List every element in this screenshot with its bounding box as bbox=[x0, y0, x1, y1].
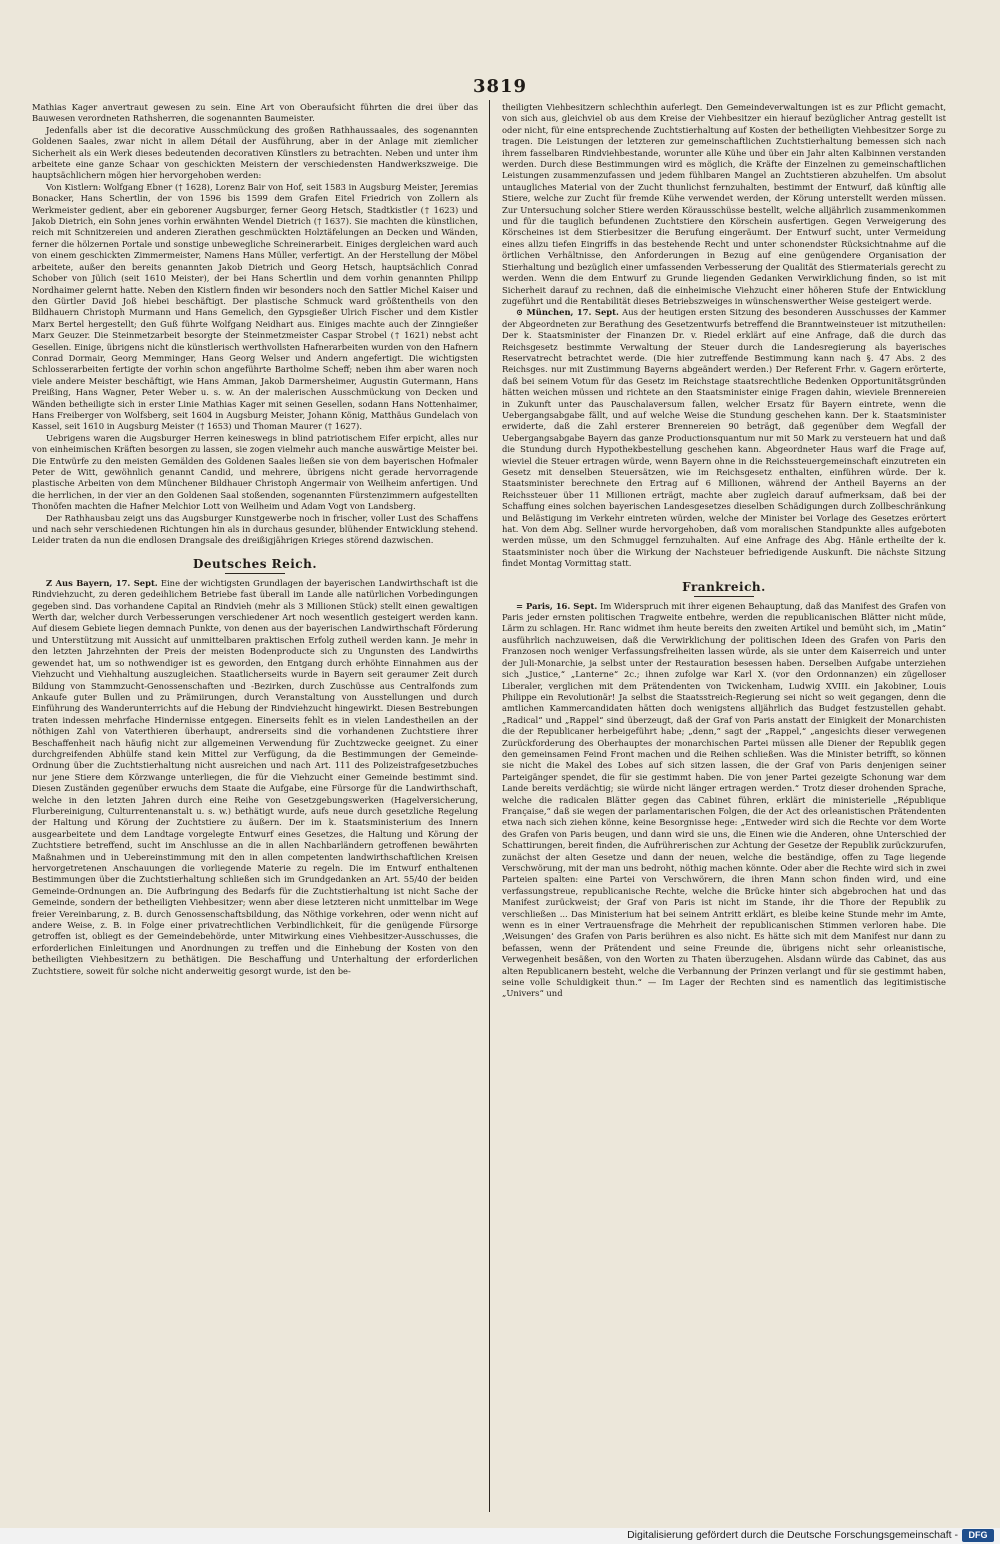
paragraph: theiligten Viehbesitzern schlechthin auferlegt. Den Gemeindeverwaltungen ist es zur Pflicht gemacht, von sich aus, gleichviel ob aus dem Kreise der Viehbesitzer ein hierauf bezüglicher Antrag gestellt ist oder nicht, für eine entsprechende Zuchtstierhaltung auf Kosten der betheiligten Viehbesitzer Sorge zu tragen. Die Leistungen der letzteren zur gemeinschaftlichen Zuchtstierhaltung bemessen sich nach ihrem fasselbaren Rindviehbestande, worunter alle Kühe und über ein Jahr alten Kalbinnen verstanden werden. Durch diese Bestimmungen wird es möglich, die Kräfte der Einzelnen zu gemeinschaftlichen Leistungen zusammenzufassen und jedem fühlbaren Mangel an Zuchtstieren abzuhelfen. Um absolut untaugliches Material von der Zucht thunlichst fernzuhalten, bestimmt der Entwurf, daß künftig alle Stiere, welche zur Zucht für fremde Kühe verwendet werden, der Körung unterstellt werden müssen. Zur Untersuchung solcher Stiere werden Körausschüsse bestellt, welche alljährlich zusammenkommen und für die tauglich befundenen Zuchtstiere den Körschein ausfertigen. Gegen Verweigerung des Körscheines ist dem Stierbesitzer die Berufung eingeräumt. Der Entwurf sucht, unter Vermeidung eines allzu tiefen Eingriffs in das bestehende Recht und unter schonendster Rücksichtnahme auf die örtlichen Verhältnisse, den Anforderungen in Bezug auf eine genügendere Organisation der Stierhaltung und bezüglich einer umfassenden Verbesserung der Qualität des Stiermaterials gerecht zu werden. Wenn die dem Entwurf zu Grunde liegenden Gedanken Verwirklichung finden, so ist mit Sicherheit darauf zu rechnen, daß die einheimische Viehzucht einer höheren Stufe der Entwicklung zugeführt und die Rentabilität dieses Betriebszweiges in wünschenswerther Weise gesteigert werde. bbox=[502, 102, 946, 306]
left-column bbox=[32, 102, 478, 1512]
right-column bbox=[502, 102, 946, 1512]
paragraph: Im Widerspruch mit ihrer eigenen Behauptung, daß das Manifest des Grafen von Paris jeder ernsten politischen Tragweite entbehre, werden die republicanischen Blätter nicht müde, Lärm zu schlagen. Hr. Ranc widmet ihm heute bereits den zweiten Artikel und bemüht sich, im „Matin“ ausführlich nachzuweisen, daß die Verwirklichung der politischen Ideen des Grafen von Paris den Franzosen noch weniger Verfassungsfreiheiten lassen würde, als sie unter dem Kaiserreich und unter der Juli-Monarchie, ja selbst unter der Restauration besessen haben. Derselben Aufgabe unterziehen sich „Justice,“ „Lanterne“ 2c.; ihnen zufolge war Karl X. (vor den Ordonnanzen) ein zügelloser Liberaler, verglichen mit dem Prätendenten von Twickenham, Ludwig XVIII. ein Jakobiner, Louis Philippe ein Revolutionär! Ja selbst die Staatsstreich-Regierung sei nicht so weit gegangen, denn die amtlichen Kammercandidaten hätten doch wenigstens alljährlich das Budget festzustellen gehabt. „Radical“ und „Rappel“ sind überzeugt, daß der Graf von Paris anstatt der Einigkeit der Monarchisten die der Republicaner herbeigeführt habe; „denn,“ sagt der „Rappel,“ „angesichts dieser verwegenen Zurückforderung des Oberhauptes der monarchischen Partei müssen alle Diener der Republik gegen den gemeinsamen Feind Front machen und die Reihen schließen. Was die Minister betrifft, so können sie nicht die Makel des Lobes auf sich sitzen lassen, die der Graf von Paris denjenigen seiner Parteigänger spendet, die für sie gestimmt haben. Die von jener Partei gezeigte Schonung war dem Lande bereits verdächtig; sie würde nicht länger ertragen werden.“ Trotz dieser drohenden Sprache, welche die radicalen Blätter gegen das Cabinet führen, erklärt die ministerielle „République Française,“ daß sie wegen der parlamentarischen Folgen, die der Act des orleanistischen Prätendenten etwa nach sich ziehen könne, keine Besorgnisse hege: „Entweder wird sich die Rechte vor dem Worte des Grafen von Paris beugen, und dann wird sie uns, die Einen wie die Anderen, ohne Unterschied der Schattirungen, bereit finden, die Aufrührerischen zur Achtung der Gesetze der Republik zurückzurufen, zunächst der alten Gesetze und dann der neuen, welche die beständige, offen zu Tage liegende Verschwörung, mit der man uns bedroht, nöthig machen könnte. Oder aber die Rechte wird sich in zwei Parteien spalten: eine Partei von Verschwörern, die ihren Mann schon finden wird, und eine verfassungstreue, republicanische Rechte, welche die Brücke hinter sich abgebrochen hat und das Manifest zurückweist; der Graf von Paris ist nicht im Stande, ihr die Thore der Republik zu verschließen ... Das Ministerium hat bei seinem Antritt erklärt, es bleibe keine Stunde mehr im Amte, wenn es in einer Vertrauensfrage die Mehrheit der republicanischen Stimmen verloren habe. Die ‚Weisungen‘ des Grafen von Paris berühren es also nicht. Es hätte sich mit dem Manifest nur dann zu befassen, wenn der Prätendent und seine Freunde die, übrigens nicht sehr orleanistische, Verwegenheit besäßen, von den Worten zu Thaten überzugehen. Alsdann würde das Cabinet, das aus alten Republicanern besteht, welche die Verbannung der Prinzen verlangt und für sie gestimmt haben, seine volle Schuldigkeit thun.“ — Im Lager der Rechten sind es namentlich das legitimistische „Univers“ und bbox=[502, 600, 946, 999]
dateline: ⊙ München, 17. Sept. bbox=[516, 307, 619, 318]
dfg-logo-icon: DFG bbox=[962, 1529, 994, 1542]
paragraph: Der Rathhausbau zeigt uns das Augsburger Kunstgewerbe noch in frischer, voller Lust des Schaffens und nach sehr verschiedenen Richtungen hin als in durchaus gesunder, blühender Entwicklung stehend. Leider traten da nun die endlosen Drangsale des dreißigjährigen Krieges störend dazwischen. bbox=[32, 512, 478, 546]
section-heading-text: Deutsches Reich. bbox=[192, 556, 318, 571]
paragraph: Aus der heutigen ersten Sitzung des besonderen Ausschusses der Kammer der Abgeordneten zur Berathung des Gesetzentwurfs betreffend die Branntweinsteuer ist mitzutheilen: Der k. Staatsminister der Finanzen Dr. v. Riedel erklärt auf eine Anfrage, daß die durch das Reichsgesetz bestimmte Verwaltung der Steuer durch die Landesregierung als bayerisches Reservatrecht betrachtet werde. (Die hier zutreffende Bestimmung kann nach §. 47 Abs. 2 des Reichsges. nur mit Zustimmung Bayerns abgeändert werden.) Der Referent Frhr. v. Gagern erörterte, daß bei seinem Votum für das Gesetz im Reichstage staatsrechtliche Bedenken Opportunitätsgründen hätten weichen müssen und richtete an den Staatsminister einige Fragen dahin, wieviele Brennereien in Zukunft unter das Pauschalaversum fallen, welcher Ersatz für Bayern eintrete, wenn die Uebergangsabgabe fällt, und auf welche Weise die Stundung geschehen kann. Der k. Staatsminister erwiderte, daß die Zahl ersterer Brennereien 90 beträgt, daß gegenüber dem Wegfall der Uebergangsabgabe Bayern das ganze Productionsquantum nur mit 50 Mark zu versteuern hat und daß die Stundung durch Hypothekbestellung geschehen kann. Abgeordneter Haus warf die Frage auf, wieviel die Steuer ertragen würde, wenn Bayern ohne in die Reichssteuergemeinschaft einzutreten ein Gesetz mit denselben Steuersätzen, wie im Reichsgesetz enthalten, einführen würde. Der k. Staatsminister berechnete den Ertrag auf 6 Millionen, während der Antheil Bayerns an der Reichssteuer über 11 Millionen erträgt, machte aber zugleich darauf aufmerksam, daß bei der Schaffung eines solchen bayerischen Landesgesetzes dieselben Schädigungen durch Zollbeschränkung und Belästigung im Verkehr eintreten würden, welche der Minister bei Vorlage des Gesetzes erörtert hat. Von dem Abg. Sellner wurde hervorgehoben, daß vom moralischen Standpunkte alles aufgeboten werden müsse, um den Schmuggel fernzuhalten. Auf eine Anfrage des Abg. Hänle ertheilte der k. Staatsminister noch über die Wirkung der Nachsteuer befriedigende Auskunft. Die nächste Sitzung findet Montag Vormittag statt. bbox=[502, 307, 946, 569]
paragraph: Jedenfalls aber ist die decorative Ausschmückung des großen Rathhaussaales, des sogenannten Goldenen Saales, zwar nicht in allem Détail der Ausführung, aber in der Anlage mit ziemlicher Sicherheit als ein Werk dieses bedeutenden decorativen Künstlers zu betrachten. Neben und unter ihm arbeitete eine ganze Schaar von geschickten Meistern der verschiedensten Handwerkszweige. Die hauptsächlichern mögen hier hervorgehoben werden: bbox=[32, 124, 478, 181]
paragraph: Eine der wichtigsten Grundlagen der bayerischen Landwirthschaft ist die Rindviehzucht, zu deren gedeihlichem Betriebe fast überall im Lande alle natürlichen Vorbedingungen gegeben sind. Das vorhandene Capital an Rindvieh (mehr als 3 Millionen Stück) stellt einen gewaltigen Werth dar, welcher durch Verbesserungen verschiedener Art noch wesentlich gesteigert werden kann. Auf diesem Gebiete liegen demnach Punkte, von denen aus der bayerischen Landwirthschaft Förderung und Unterstützung mit Aussicht auf unmittelbaren praktischen Erfolg zutheil werden kann. Je mehr in den letzten Jahrzehnten der Preis der meisten Bodenproducte sich zu Ungunsten des Landwirths gewendet hat, um so nothwendiger ist es geworden, den Entgang durch erhöhte Einnahmen aus der Viehzucht und Viehhaltung auszugleichen. Staatlicherseits wurde in Bayern seit geraumer Zeit durch Bildung von Stammzucht-Genossenschaften und -Bezirken, durch Zuschüsse aus Centralfonds zum Ankaufe guter Bullen und zu Prämiirungen, durch Veranstaltung von Ausstellungen und durch Einführung des Wanderunterrichts auf die Hebung der Rindviehzucht hingewirkt. Diesen Bestrebungen traten indessen mehrfache Hindernisse entgegen. Einerseits fehlt es in vielen Landestheilen an der nöthigen Zahl von Vaterthieren überhaupt, andrerseits sind die vorhandenen Zuchtstiere ihrer Beschaffenheit nach häufig nicht zur allgemeinen Verwendung für Zuchtzwecke geeignet. Zu einer durchgreifenden Abhülfe stand kein Mittel zur Verfügung, da die Bestimmungen der Gemeinde-Ordnung über die Zuchtstierhaltung nicht ausreichen und nach Art. 111 des Polizeistrafgesetzbuches nur jene Stiere dem Körzwange unterliegen, die für die Viehzucht einer Gemeinde bestimmt sind. Diesen Zuständen gegenüber erwuchs dem Staate die Aufgabe, eine Fürsorge für die Landwirthschaft, welche in den letzten Jahren durch eine Reihe von Gesetzgebungswerken (Hagelversicherung, Flurbereinigung, Culturrentenanstalt u. s. w.) bethätigt wurde, aufs neue durch gesetzliche Regelung der Haltung und Körung der Zuchtstiere zu äußern. Der im k. Staatsministerium des Innern ausgearbeitete und dem Landtage vorgelegte Entwurf eines Gesetzes, die Haltung und Körung der Zuchtstiere betreffend, sucht im Anschlusse an die in allen Nachbarländern getroffenen bewährten Maßnahmen und in Uebereinstimmung mit den in allen competenten landwirthschaftlichen Kreisen hervorgetretenen Anschauungen die vorliegende Materie zu regeln. Die im Entwurf enthaltenen Bestimmungen über die Zuchtstierhaltung schließen sich im Grundgedanken an Art. 55/40 der beiden Gemeinde-Ordnungen an. Die Aufbringung des Bedarfs für die Zuchtstierhaltung ist nicht Sache der Gemeinde, sondern der betheiligten Viehbesitzer; wenn aber diese letzteren nicht unmittelbar im Wege freier Vereinbarung, z. B. durch Genossenschaftsbildung, das Nöthige vorkehren, oder wenn nicht auf andere Weise, z. B. in Folge einer privatrechtlichen Verbindlichkeit, für die genügende Fürsorge getroffen ist, obliegt es der Gemeindebehörde, unter Mitwirkung eines Viehbesitzer-Ausschusses, die erforderlichen Einleitungen und Anordnungen zu treffen und die Einhebung der Kosten von den betheiligten Viehbesitzern zu bethätigen. Die Beschaffung und Unterhaltung der erforderlichen Zuchtstiere, soweit für solche nicht anderweitig gesorgt wurde, ist den be- bbox=[32, 577, 478, 976]
page-number: 3819 bbox=[472, 76, 528, 97]
dateline: Z Aus Bayern, 17. Sept. bbox=[46, 577, 158, 588]
heading-rule bbox=[225, 573, 285, 574]
section-heading-deutsches-reich bbox=[32, 555, 478, 574]
heading-rule bbox=[694, 596, 754, 597]
column-divider bbox=[489, 100, 490, 1512]
paragraph: Mathias Kager anvertraut gewesen zu sein. Eine Art von Oberaufsicht führten die drei über das Bauwesen verordneten Rathsherren, die sogenannten Baumeister. bbox=[32, 102, 478, 124]
dateline: = Paris, 16. Sept. bbox=[516, 600, 598, 611]
paragraph: Uebrigens waren die Augsburger Herren keineswegs in blind patriotischem Eifer erpicht, alles nur von einheimischen Kräften besorgen zu lassen, sie zogen vielmehr auch manche auswärtige Meister bei. Die Entwürfe zu den meisten Gemälden des Goldenen Saales ließen sie von dem bayerischen Hofmaler Peter de Witt, gewöhnlich genannt Candid, und mehrere, übrigens nicht gerade hervorragende plastische Arbeiten von dem Münchener Bildhauer Christoph Angermair von Weilheim anfertigen. Und die herrlichen, in der vier an den Goldenen Saal stoßenden, sogenannten Fürstenzimmern aufgestellten Thonöfen machten die Hafner Melchior Lott von Weilheim und Adam Vogt von Landsberg. bbox=[32, 432, 478, 512]
paragraph: Von Kistlern: Wolfgang Ebner († 1628), Lorenz Bair von Hof, seit 1583 in Augsburg Meister, Jeremias Bonacker, Hans Schertlin, der von 1596 bis 1599 dem Grafen Eitel Friedrich von Zollern als Werkmeister gedient, aber ein geborener Augsburger, ferner Georg Hetsch, Stadtkistler († 1623) und Jakob Dietrich, ein Sohn jenes vorhin erwähnten Wendel Dietrich († 1637). Sie machten die künstlichen, reich mit Schnitzereien und anderen Zierathen geschmückten Holztäfelungen an Decken und Wänden, ferner die hölzernen Portale und sonstige unbewegliche Schreinerarbeit. Einiges dergleichen ward auch von einem geschickten Zimmermeister, Namens Hans Müller, verfertigt. An der Herstellung der Möbel arbeitete, außer den bereits genannten Jakob Dietrich und Georg Hetsch, hauptsächlich Conrad Schober von Jülich (seit 1610 Meister), der bei Hans Schertlin und dem vorhin genannten Philipp Nordhaimer gelernt hatte. Neben den Kistlern finden wir besonders noch den Sattler Michel Kaiser und den Gürtler David Joß hiebei beschäftigt. Der plastische Schmuck ward größtentheils von den Bildhauern Christoph Murmann und Hans Gemelich, den Gypsgießer Ulrich Fischer und dem Kistler Marx Bertel hergestellt; den Guß führte Wolfgang Neidhart aus. Einiges machte auch der Zinngießer Marx Geuzer. Die Steinmetzarbeit besorgte der Steinmetzmeister Caspar Strobel († 1621) nebst acht Gesellen. Einige, übrigens nicht die künstlerisch werthvollsten Hafnerarbeiten wurden von den Hafnern Conrad Dormair, Georg Memminger, Hans Georg Welser und Andern angefertigt. Die wichtigsten Schlosserarbeiten fertigte der vorhin schon angeführte Bartholme Scheff; neben ihm aber waren noch viele andere Meister beschäftigt, wie Hans Amman, Jakob Darmersheimer, Augustin Gutermann, Hans Preißing, Hans Wagner, Peter Weber u. s. w. An der malerischen Ausschmückung von Decken und Wänden betheiligte sich in erster Linie Mathias Kager mit seinen Gesellen, sodann Hans Nottenhaimer, Hans Freiberger von Wolfsberg, seit 1604 in Augsburg Meister, Johann König, Matthäus Gundelach von Kassel, seit 1610 in Augsburg Meister († 1653) und Thoman Maurer († 1627). bbox=[32, 181, 478, 432]
footer-credit: Digitalisierung gefördert durch die Deutsche Forschungsgemeinschaft - bbox=[627, 1529, 958, 1541]
section-heading-text: Frankreich. bbox=[682, 579, 766, 594]
section-heading-frankreich bbox=[502, 578, 946, 597]
